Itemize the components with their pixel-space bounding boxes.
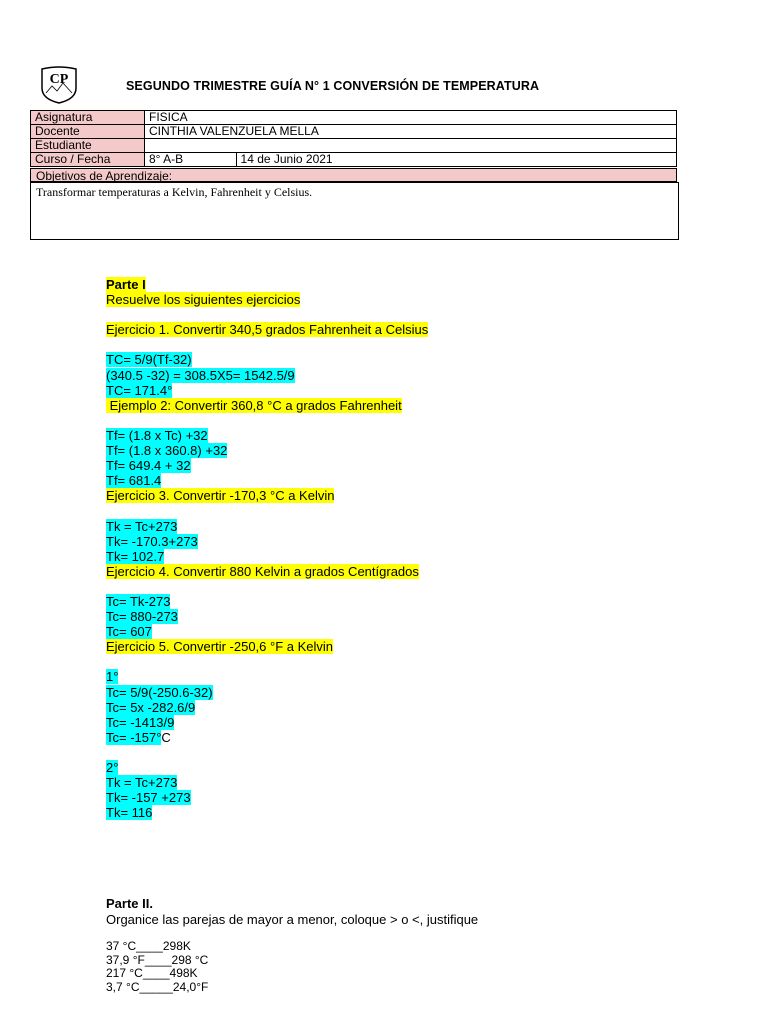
ejercicio-5-result-unit: C xyxy=(161,729,171,745)
ejercicio-1-step: TC= 171.4° xyxy=(106,382,173,398)
ejercicio-3-step: Tk = Tc+273 xyxy=(106,518,178,534)
parte1-instruction: Resuelve los siguientes ejercicios xyxy=(106,292,301,308)
ejercicio-5-step: Tc= -1413/9 xyxy=(106,714,175,730)
objetivos-label: Objetivos de Aprendizaje: xyxy=(30,168,677,182)
fecha-value: 14 de Junio 2021 xyxy=(236,153,676,167)
ejercicio-5-step-number: 1° xyxy=(106,669,119,685)
asignatura-label: Asignatura xyxy=(31,111,145,125)
ejercicio-5-step: Tk = Tc+273 xyxy=(106,775,178,791)
ejercicio-2-heading: Ejemplo 2: Convertir 360,8 °C a grados Fahrenheit xyxy=(106,397,402,413)
ejercicio-5-result: Tc= -157° xyxy=(106,729,162,745)
svg-text:CP: CP xyxy=(49,72,69,87)
ejercicio-4-step: Tc= 880-273 xyxy=(106,609,178,625)
ejercicio-5-step: Tc= 5x -282.6/9 xyxy=(106,699,196,715)
school-logo xyxy=(36,66,82,104)
estudiante-value[interactable] xyxy=(145,139,677,153)
docente-value: CINTHIA VALENZUELA MELLA xyxy=(145,125,677,139)
ejercicio-5-heading: Ejercicio 5. Convertir -250,6 °F a Kelvin xyxy=(106,639,334,655)
curso-label: Curso / Fecha xyxy=(31,153,145,167)
ejercicio-4-step: Tc= Tk-273 xyxy=(106,593,171,609)
parte2-title: Parte II. xyxy=(106,896,153,911)
pair-item: 217 °C____498K xyxy=(106,966,198,980)
ejercicio-5-step-number: 2° xyxy=(106,760,119,775)
page-title: SEGUNDO TRIMESTRE GUÍA N° 1 CONVERSIÓN DE TEMPERATURA xyxy=(126,79,540,93)
ejercicio-5-step: Tk= 116 xyxy=(106,805,153,821)
pair-item: 37 °C____298K xyxy=(106,939,191,953)
estudiante-label: Estudiante xyxy=(31,139,145,153)
ejercicio-2-step: Tf= 649.4 + 32 xyxy=(106,458,191,474)
ejercicio-4-heading: Ejercicio 4. Convertir 880 Kelvin a grados Centígrados xyxy=(106,563,419,579)
objetivos-value: Transformar temperaturas a Kelvin, Fahrenheit y Celsius. xyxy=(30,182,679,240)
ejercicio-4-step: Tc= 607 xyxy=(106,624,152,640)
ejercicio-5-step: Tc= 5/9(-250.6-32) xyxy=(106,684,213,700)
main-content xyxy=(106,277,428,820)
parte1-title: Parte I xyxy=(106,277,146,292)
asignatura-value: FISICA xyxy=(145,111,677,125)
ejercicio-3-heading: Ejercicio 3. Convertir -170,3 °C a Kelvin xyxy=(106,488,335,504)
ejercicio-2-step: Tf= 681.4 xyxy=(106,473,162,489)
ejercicio-3-step: Tk= 102.7 xyxy=(106,548,165,564)
ejercicio-1-step: (340.5 -32) = 308.5X5= 1542.5/9 xyxy=(106,367,295,383)
parte2-instruction: Organice las parejas de mayor a menor, coloque > o <, justifique xyxy=(106,912,479,927)
pair-item: 37,9 °F____298 °C xyxy=(106,952,209,967)
ejercicio-2-step: Tf= (1.8 x 360.8) +32 xyxy=(106,443,228,459)
ejercicio-1-step: TC= 5/9(Tf-32) xyxy=(106,352,192,368)
docente-label: Docente xyxy=(31,125,145,139)
ejercicio-2-step: Tf= (1.8 x Tc) +32 xyxy=(106,427,208,443)
info-table xyxy=(30,110,677,167)
ejercicio-5-step: Tk= -157 +273 xyxy=(106,790,191,806)
curso-value: 8° A-B xyxy=(145,153,237,167)
ejercicio-1-heading: Ejercicio 1. Convertir 340,5 grados Fahrenheit a Celsius xyxy=(106,322,429,338)
parte2-section xyxy=(106,896,478,994)
pair-item: 3,7 °C_____24,0°F xyxy=(106,979,209,994)
ejercicio-3-step: Tk= -170.3+273 xyxy=(106,533,198,549)
